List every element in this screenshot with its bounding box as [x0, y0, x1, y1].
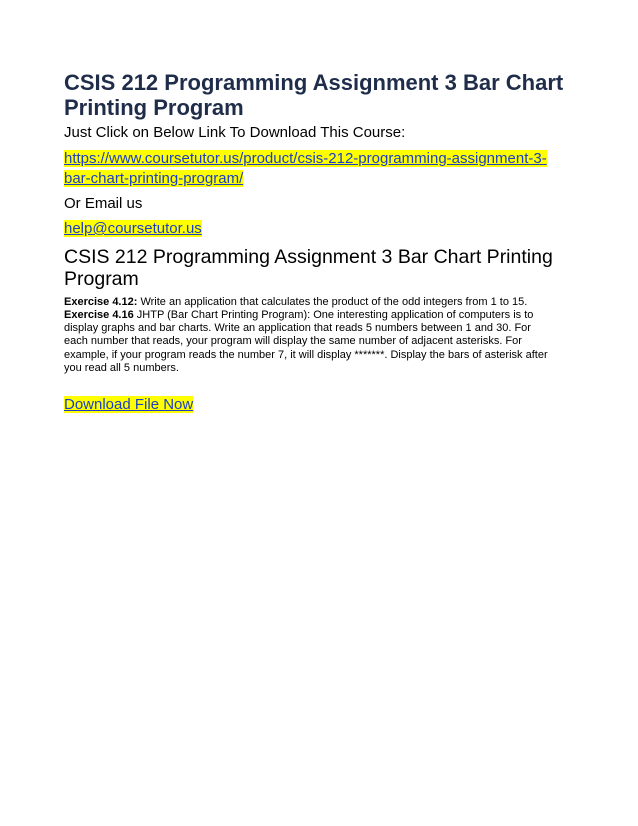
intro-text: Just Click on Below Link To Download This Course:	[64, 124, 406, 141]
exercise-1-text: Write an application that calculates the product of the odd integers from 1 to 15.	[137, 295, 528, 308]
exercise-paragraph	[64, 296, 554, 376]
download-link-text: Download File Now	[64, 396, 194, 414]
exercise-2-text: JHTP (Bar Chart Printing Program): One interesting application of computers is to display graphs and bar charts. Write an application that reads 5 numbers between 1 and 30. For each number that reads, your program will display the same number of adjacent asterisks. For example, if your program reads the number 7, it will display *******. Display the bars of asterisk after you read all 5 numbers.	[64, 308, 548, 374]
document-page	[64, 70, 584, 415]
course-link[interactable]	[64, 150, 547, 187]
email-link[interactable]	[64, 220, 202, 237]
document-title: CSIS 212 Programming Assignment 3 Bar Chart Printing Program	[64, 70, 564, 120]
exercise-2-label: Exercise 4.16	[64, 308, 134, 321]
course-link-block	[64, 149, 554, 188]
email-label: Or Email us	[64, 195, 143, 212]
download-block	[64, 395, 584, 415]
document-subtitle: CSIS 212 Programming Assignment 3 Bar Chart Printing Program	[64, 245, 553, 290]
email-block	[64, 219, 584, 239]
exercise-1-label: Exercise 4.12:	[64, 295, 138, 308]
email-link-text: help@coursetutor.us	[64, 220, 202, 237]
course-link-text: https://www.coursetutor.us/product/csis-212-programming-assignment-3-bar-chart-printing-program/	[64, 150, 547, 187]
download-link[interactable]	[64, 396, 193, 413]
